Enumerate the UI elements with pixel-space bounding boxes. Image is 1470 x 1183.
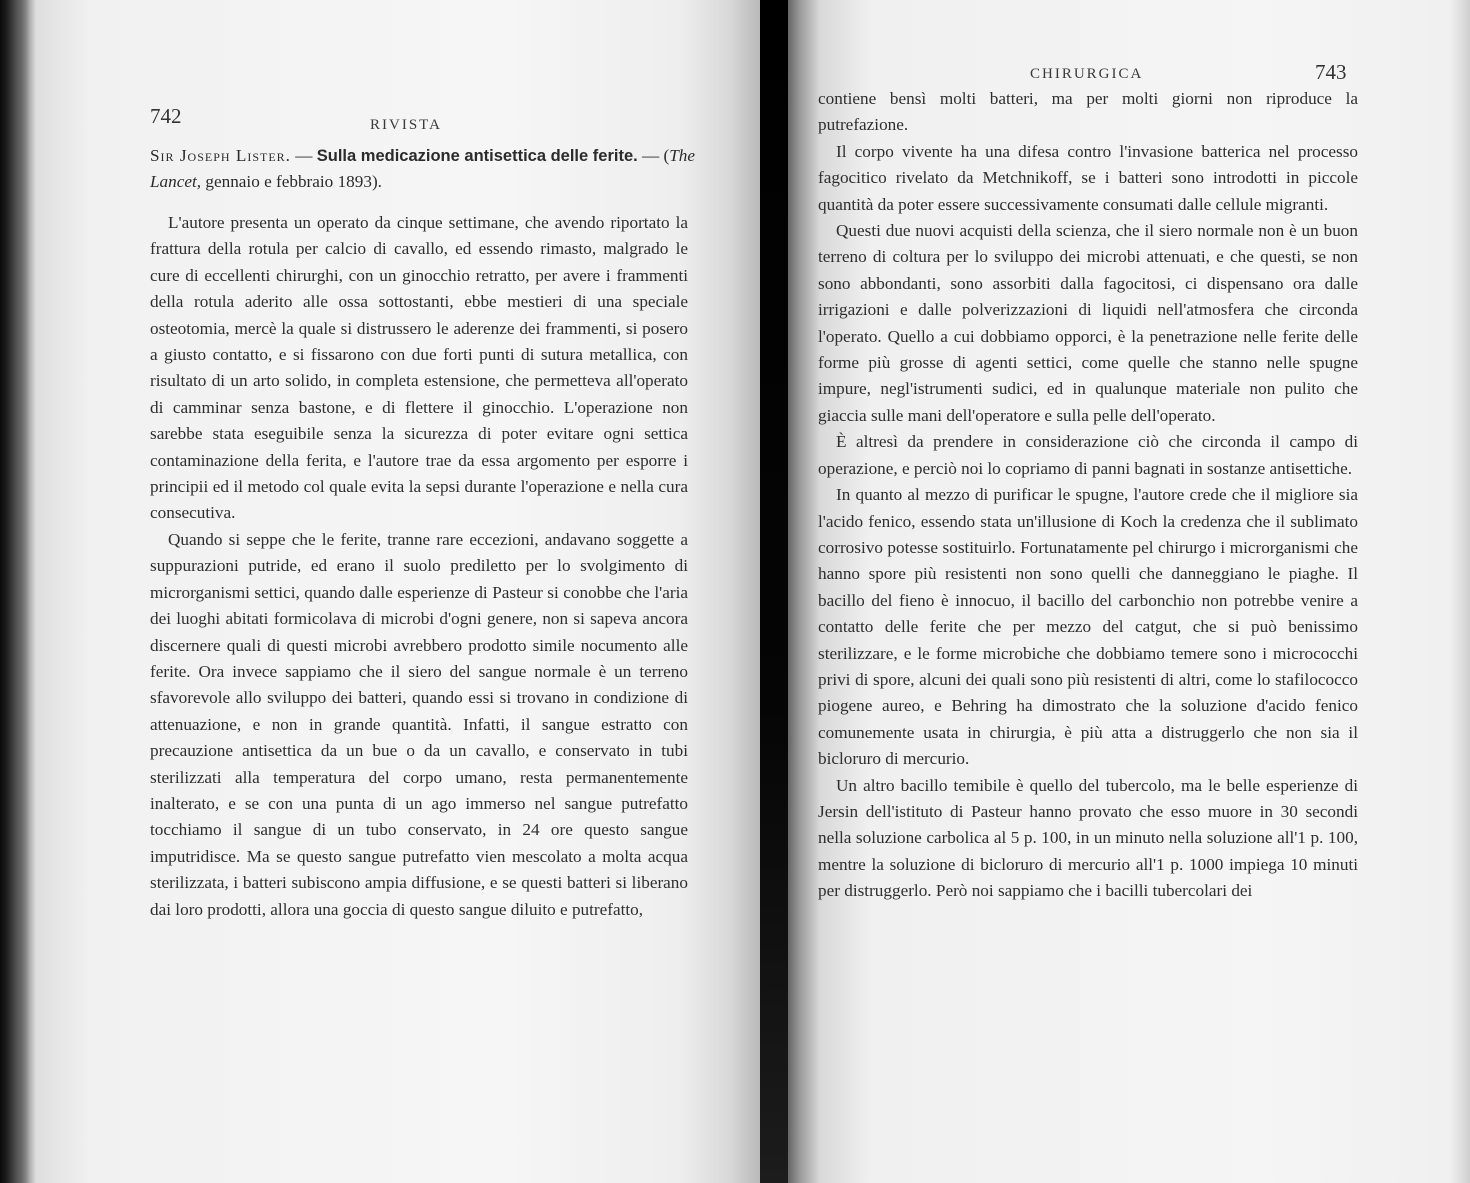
paragraph: In quanto al mezzo di purificar le spugne, l'autore crede che il migliore sia l'acido fenico, essendo stata un'illusione di Koch la credenza che il sublimato corrosivo potesse sostituirlo. Fortunatamente pel chirurgo i microrganismi che hanno spore più resistenti non sono quelli che danneggiano le piaghe. Il bacillo del fieno è innocuo, il bacillo del carbonchio non potrebbe venire a contatto delle ferite che per mezzo del catgut, che si può benissimo sterilizzare, e le forme microbiche che dobbiamo temere sono i micrococchi privi di spore, alcuni dei quali sono più resistenti di altri, come lo stafilococco piogene aureo, e Behring ha dimostrato che la soluzione d'acido fenico comunemente usata in chirurgia, è più atta a distruggerlo che non sia il bicloruro di mercurio. — [818, 485, 1358, 769]
page-number-right: 743 — [1315, 60, 1347, 84]
left-page-body — [150, 210, 688, 923]
paragraph: Un altro bacillo temibile è quello del tubercolo, ma le belle esperienze di Jersin dell'istituto di Pasteur hanno provato che esso muore in 30 secondi nella soluzione carbolica al 5 p. 100, in un minuto nella soluzione all'1 p. 100, mentre la soluzione di bicloruro di mercurio all'1 p. 1000 impiega 10 minuti per distruggerlo. Però noi sappiamo che i bacilli tubercolari dei — [818, 775, 1358, 901]
running-head-right: CHIRURGICA — [1030, 66, 1144, 82]
binding-edge — [0, 0, 36, 1183]
journal-name: The Lancet, — [150, 146, 696, 191]
article-title: Sulla medicazione antisettica delle ferite. — [316, 147, 638, 165]
paragraph: Il corpo vivente ha una difesa contro l'invasione batterica nel processo fagocitico rivelato da Metchnikoff, se i batteri sono introdotti in piccole quantità da poter essere successivamente consumati dalle cellule migranti. — [818, 141, 1358, 214]
paragraph: È altresì da prendere in considerazione ciò che circonda il campo di operazione, e perciò noi lo copriamo di panni bagnati in sostanze antisettiche. — [818, 432, 1358, 478]
article-author: Sir Joseph Lister. — [150, 146, 291, 165]
paragraph: Questi due nuovi acquisti della scienza, che il siero normale non è un buon terreno di coltura per lo sviluppo dei microbi attenuati, e che questi, se non sono abbondanti, sono assorbiti dalla fagocitosi, ci dispensano ora dalle irrigazioni e dalle polverizzazioni di liquidi nell'atmosfera che circonda l'operato. Quello a cui dobbiamo opporci, è la penetrazione nelle ferite delle forme più grosse di agenti settici, come quelle che stanno nelle spugne impure, negl'istrumenti sudici, ed in qualunque materiale non pulito che giaccia sulle mani dell'operatore e sulla pelle dell'operato. — [818, 221, 1358, 425]
paragraph: contiene bensì molti batteri, ma per molti giorni non riproduce la putrefazione. — [818, 89, 1358, 135]
running-head-left: RIVISTA — [370, 117, 442, 133]
right-page-body — [818, 86, 1358, 905]
heading-dash: — — [295, 146, 313, 165]
paragraph: Quando si seppe che le ferite, tranne rare eccezioni, andavano soggette a suppurazioni putride, ed erano il suolo prediletto per lo svolgimento di microrganismi settici, quando dalle esperienze di Pasteur si conobbe che l'aria dei luoghi abitati formicolava di microbi d'ogni genere, non si sapeva ancora discernere quali di questi microbi avrebbero prodotto simile nocumento alle ferite. Ora invece sappiamo che il siero del sangue normale è un terreno sfavorevole allo sviluppo dei batteri, quando essi si trovano in condizione di attenuazione, e non in grande quantità. Infatti, il sangue estratto con precauzione antisettica da un bue o da un cavallo, e conservato in tubi sterilizzati alla temperatura del corpo umano, resta permanentemente inalterato, e se con una punta di un ago immerso nel sangue putrefatto tocchiamo il sangue di un tubo conservato, in 24 ore questo sangue imputridisce. Ma se questo sangue putrefatto vien mescolato a molta acqua sterilizzata, i batteri subiscono ampia diffusione, e se questi batteri si liberano dai loro prodotti, allora una goccia di questo sangue diluito e putrefatto, — [150, 529, 688, 919]
citation-date: gennaio e febbraio 1893). — [205, 172, 382, 191]
article-heading — [150, 143, 695, 195]
page-number-left: 742 — [150, 104, 182, 128]
paragraph: L'autore presenta un operato da cinque settimane, che avendo riportato la frattura della rotula per calcio di cavallo, ed essendo rimasto, malgrado le cure di eccellenti chirurghi, con un ginocchio retratto, per avere i frammenti della rotula aderito alle ossa sottostanti, ebbe mestieri di una speciale osteotomia, mercè la quale si distrussero le aderenze dei frammenti, si posero a giusto contatto, e si fissarono con due forti punti di sutura metallica, con risultato di un arto solido, in completa estensione, che permetteva all'operato di camminar senza bastone, e di flettere il ginocchio. L'operazione non sarebbe stata eseguibile senza la sicurezza di poter evitare ogni settica contaminazione della ferita, e l'autore trae da essa argomento per esporre i principii ed il metodo col quale evita la sepsi durante l'operazione e nella cura consecutiva. — [150, 213, 688, 523]
citation-prefix: — ( — [642, 146, 670, 165]
